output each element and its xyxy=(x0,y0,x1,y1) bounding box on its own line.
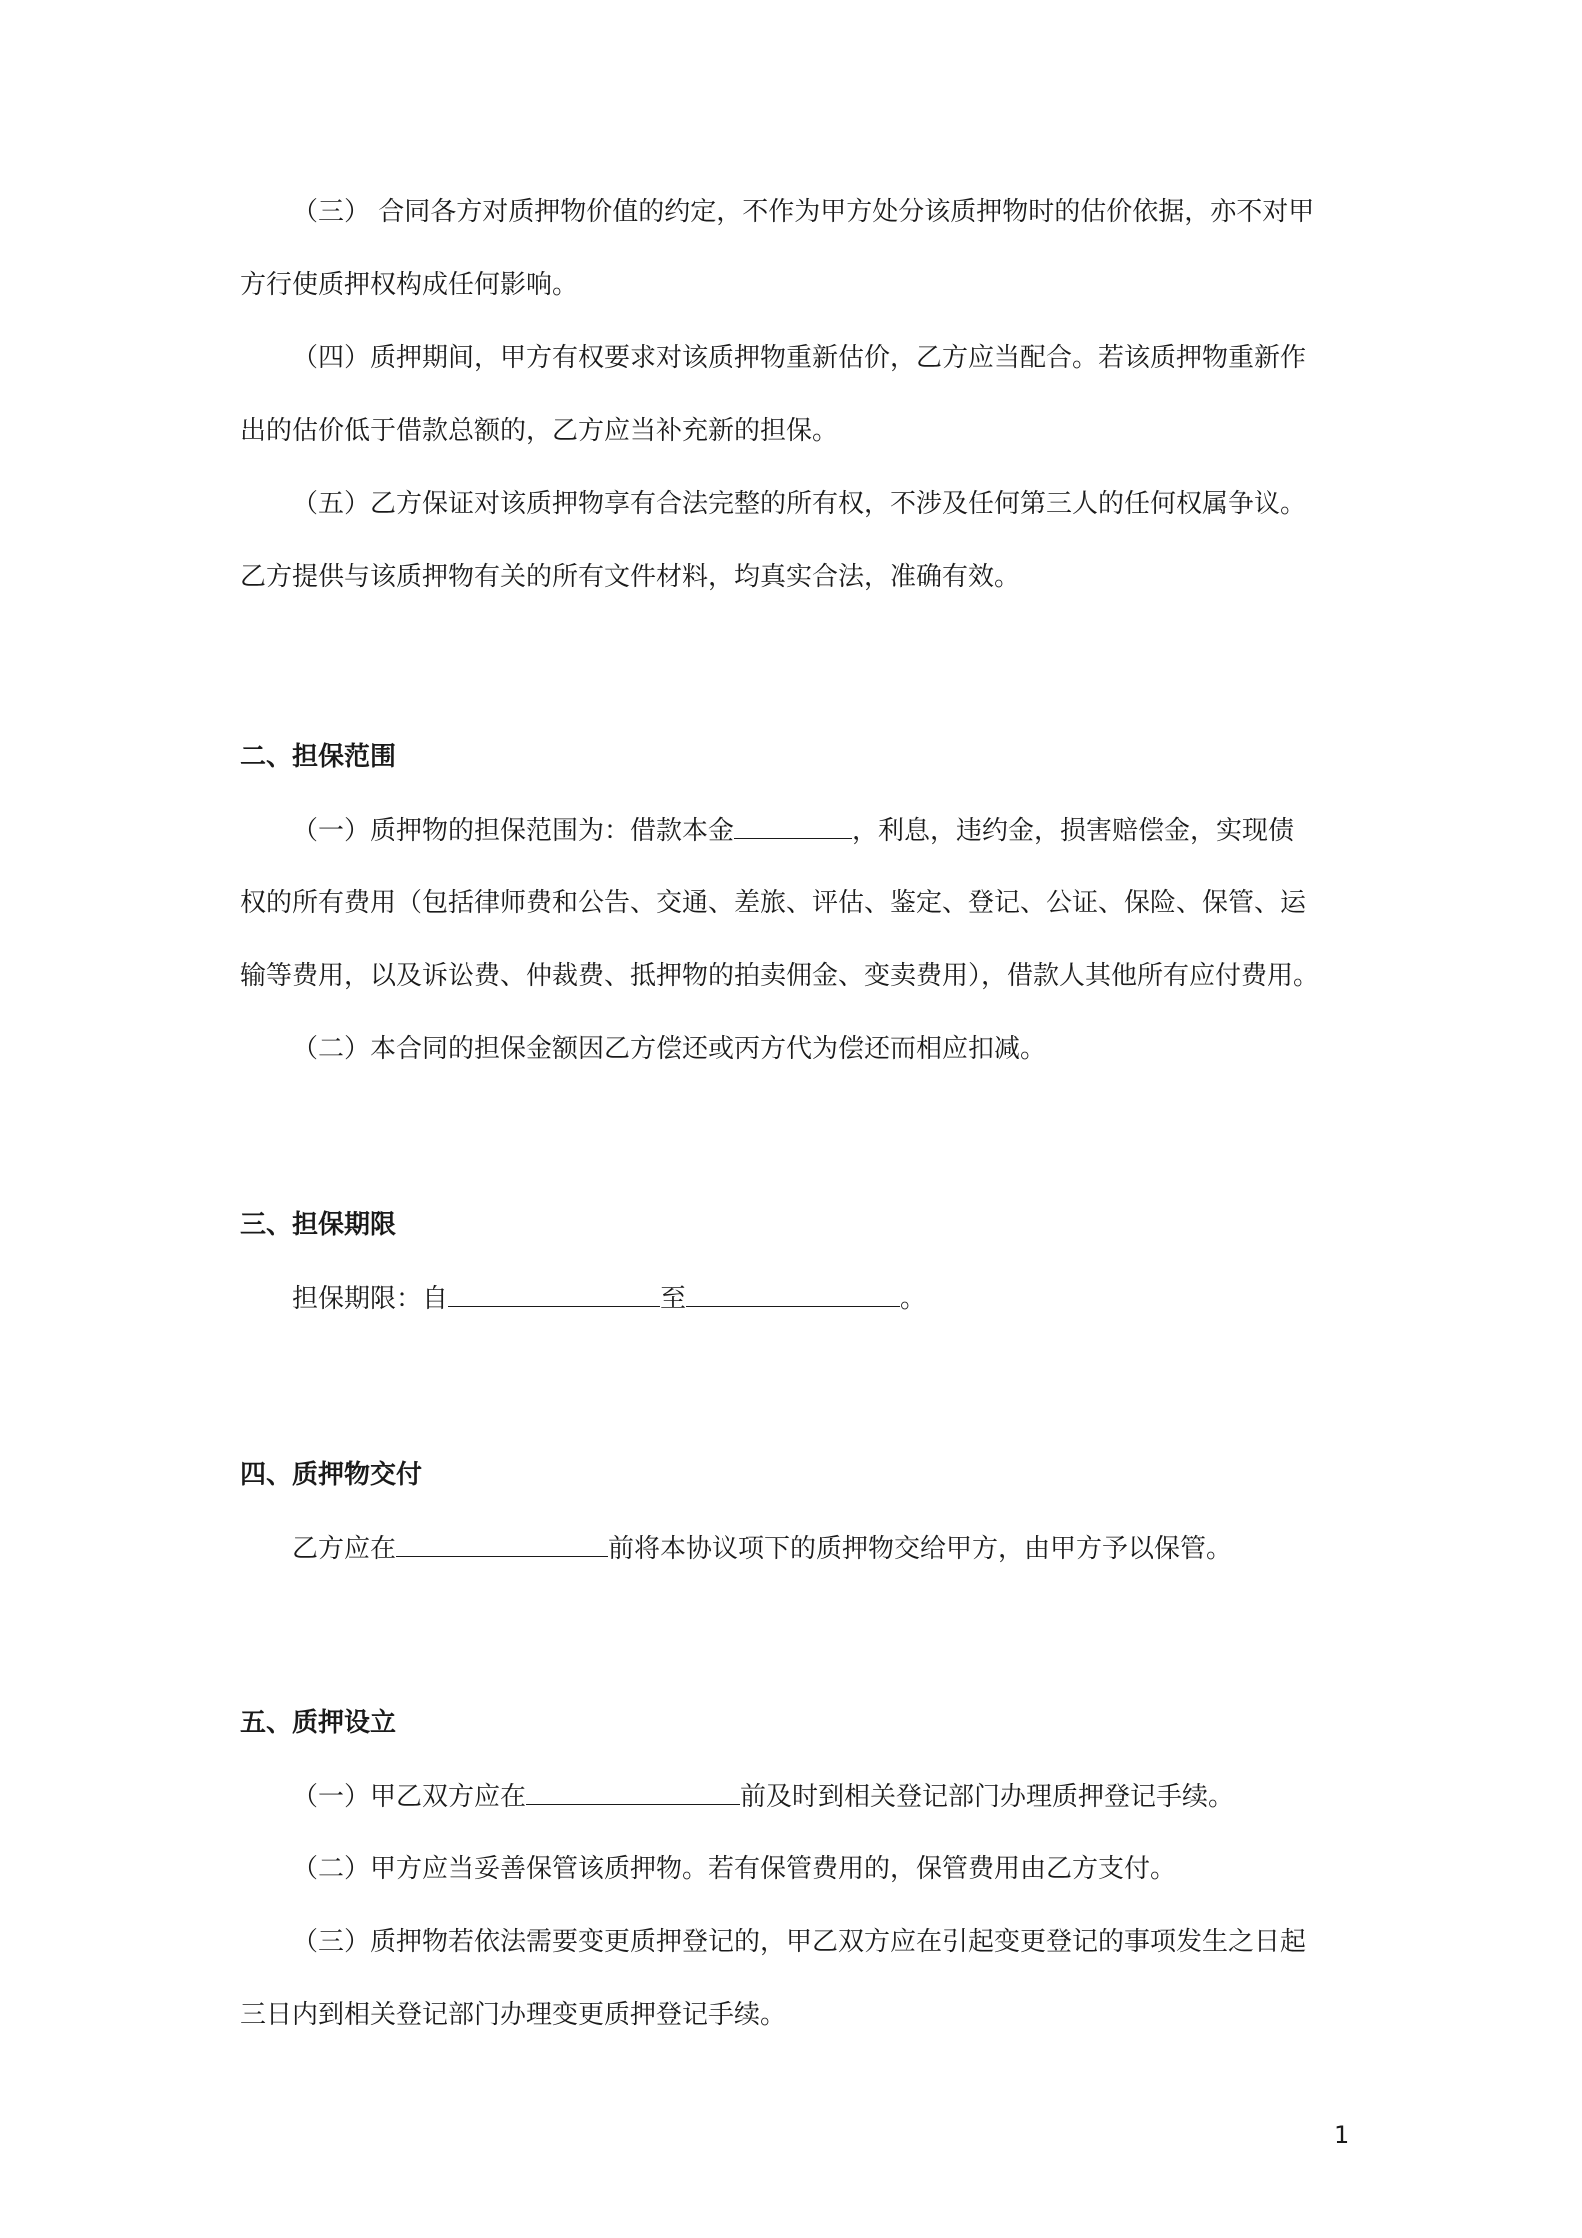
clause-5-2: （二）甲方应当妥善保管该质押物。若有保管费用的，保管费用由乙方支付。 xyxy=(292,1854,1177,1884)
clause-5-1 xyxy=(292,1776,1412,1817)
delivery-date-blank[interactable] xyxy=(396,1528,608,1557)
clause-2-1-line-2: 权的所有费用（包括律师费和公告、交通、差旅、评估、鉴定、登记、公证、保险、保管、运 xyxy=(240,888,1307,918)
guarantee-period-line xyxy=(292,1278,1412,1319)
clause-1-3-line-1: （三） 合同各方对质押物价值的约定，不作为甲方处分该质押物时的估价依据，亦不对甲 xyxy=(292,197,1315,227)
clause-1-4-line-1: （四）质押期间，甲方有权要求对该质押物重新估价，乙方应当配合。若该质押物重新作 xyxy=(292,343,1307,373)
registration-date-blank[interactable] xyxy=(526,1776,740,1805)
section-5-heading: 五、质押设立 xyxy=(240,1708,397,1738)
clause-2-1-line-3: 输等费用，以及诉讼费、仲裁费、抵押物的拍卖佣金、变卖费用），借款人其他所有应付费用。 xyxy=(240,961,1320,991)
section-4-heading: 四、质押物交付 xyxy=(240,1460,423,1490)
clause-1-3-line-2: 方行使质押权构成任何影响。 xyxy=(240,270,579,300)
page-number: 1 xyxy=(1334,2121,1350,2149)
clause-5-1-text-a: （一）甲乙双方应在 xyxy=(292,1782,527,1812)
clause-5-1-text-b: 前及时到相关登记部门办理质押登记手续。 xyxy=(740,1782,1235,1812)
period-end-mark: 。 xyxy=(900,1284,927,1314)
clause-5-3-line-1: （三）质押物若依法需要变更质押登记的，甲乙双方应在引起变更登记的事项发生之日起 xyxy=(292,1927,1307,1957)
guarantee-period-label: 担保期限：自 xyxy=(292,1284,449,1314)
clause-2-2: （二）本合同的担保金额因乙方偿还或丙方代为偿还而相应扣减。 xyxy=(292,1034,1047,1064)
delivery-text-a: 乙方应在 xyxy=(292,1534,397,1564)
clause-5-3-line-2: 三日内到相关登记部门办理变更质押登记手续。 xyxy=(240,2000,787,2030)
clause-2-1-text-b: ，利息，违约金，损害赔偿金，实现债 xyxy=(852,816,1295,846)
principal-amount-blank[interactable] xyxy=(734,810,852,839)
clause-1-5-line-2: 乙方提供与该质押物有关的所有文件材料，均真实合法，准确有效。 xyxy=(240,562,1021,592)
clause-1-5-line-1: （五）乙方保证对该质押物享有合法完整的所有权，不涉及任何第三人的任何权属争议。 xyxy=(292,489,1307,519)
clause-1-4-line-2: 出的估价低于借款总额的，乙方应当补充新的担保。 xyxy=(240,416,839,446)
delivery-line xyxy=(292,1528,1412,1569)
period-start-blank[interactable] xyxy=(448,1278,660,1307)
clause-2-1-line-1 xyxy=(292,810,1412,851)
clause-2-1-text-a: （一）质押物的担保范围为：借款本金 xyxy=(292,816,735,846)
section-2-heading: 二、担保范围 xyxy=(240,742,397,772)
delivery-text-b: 前将本协议项下的质押物交给甲方，由甲方予以保管。 xyxy=(608,1534,1233,1564)
period-end-blank[interactable] xyxy=(686,1278,900,1307)
section-3-heading: 三、担保期限 xyxy=(240,1210,397,1240)
period-to-label: 至 xyxy=(660,1284,687,1314)
